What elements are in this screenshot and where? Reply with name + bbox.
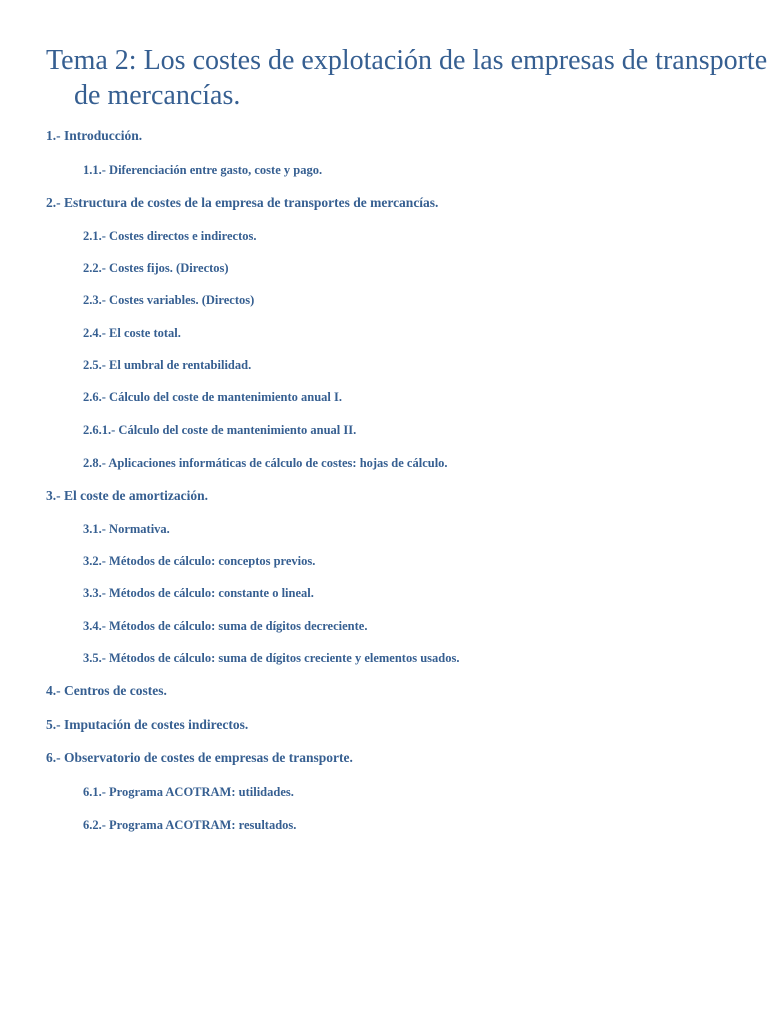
toc-subsection-3-1: 3.1.- Normativa. xyxy=(83,522,170,536)
toc-subsection-2-8: 2.8.- Aplicaciones informáticas de cálculo de costes: hojas de cálculo. xyxy=(83,456,448,470)
toc-section-4: 4.- Centros de costes. xyxy=(46,683,167,698)
toc-subsection-2-6-1: 2.6.1.- Cálculo del coste de mantenimiento anual II. xyxy=(83,423,357,437)
toc-section-1: 1.- Introducción. xyxy=(46,128,143,143)
toc-subsection-6-2: 6.2.- Programa ACOTRAM: resultados. xyxy=(83,818,297,832)
toc-subsection-3-3: 3.3.- Métodos de cálculo: constante o lineal. xyxy=(83,586,314,600)
toc-section-5: 5.- Imputación de costes indirectos. xyxy=(46,717,249,732)
toc-subsection-3-5: 3.5.- Métodos de cálculo: suma de dígitos creciente y elementos usados. xyxy=(83,651,460,665)
toc-subsection-6-1: 6.1.- Programa ACOTRAM: utilidades. xyxy=(83,785,294,799)
toc-section-6: 6.- Observatorio de costes de empresas de transporte. xyxy=(46,750,353,765)
toc-subsection-2-6: 2.6.- Cálculo del coste de mantenimiento anual I. xyxy=(83,390,343,404)
toc-subsection-3-4: 3.4.- Métodos de cálculo: suma de dígitos decreciente. xyxy=(83,619,368,633)
toc-subsection-3-2: 3.2.- Métodos de cálculo: conceptos previos. xyxy=(83,554,316,568)
toc-subsection-2-2: 2.2.- Costes fijos. (Directos) xyxy=(83,261,229,275)
toc-subsection-1-1: 1.1.- Diferenciación entre gasto, coste y pago. xyxy=(83,163,323,177)
page-title: Tema 2: Los costes de explotación de las empresas de transporte de mercancías. xyxy=(46,45,768,111)
toc-subsection-2-4: 2.4.- El coste total. xyxy=(83,326,181,340)
toc-section-2: 2.- Estructura de costes de la empresa de transportes de mercancías. xyxy=(46,195,439,210)
toc-section-3: 3.- El coste de amortización. xyxy=(46,488,208,503)
toc-subsection-2-3: 2.3.- Costes variables. (Directos) xyxy=(83,293,255,307)
toc-subsection-2-5: 2.5.- El umbral de rentabilidad. xyxy=(83,358,252,372)
toc-subsection-2-1: 2.1.- Costes directos e indirectos. xyxy=(83,229,257,243)
